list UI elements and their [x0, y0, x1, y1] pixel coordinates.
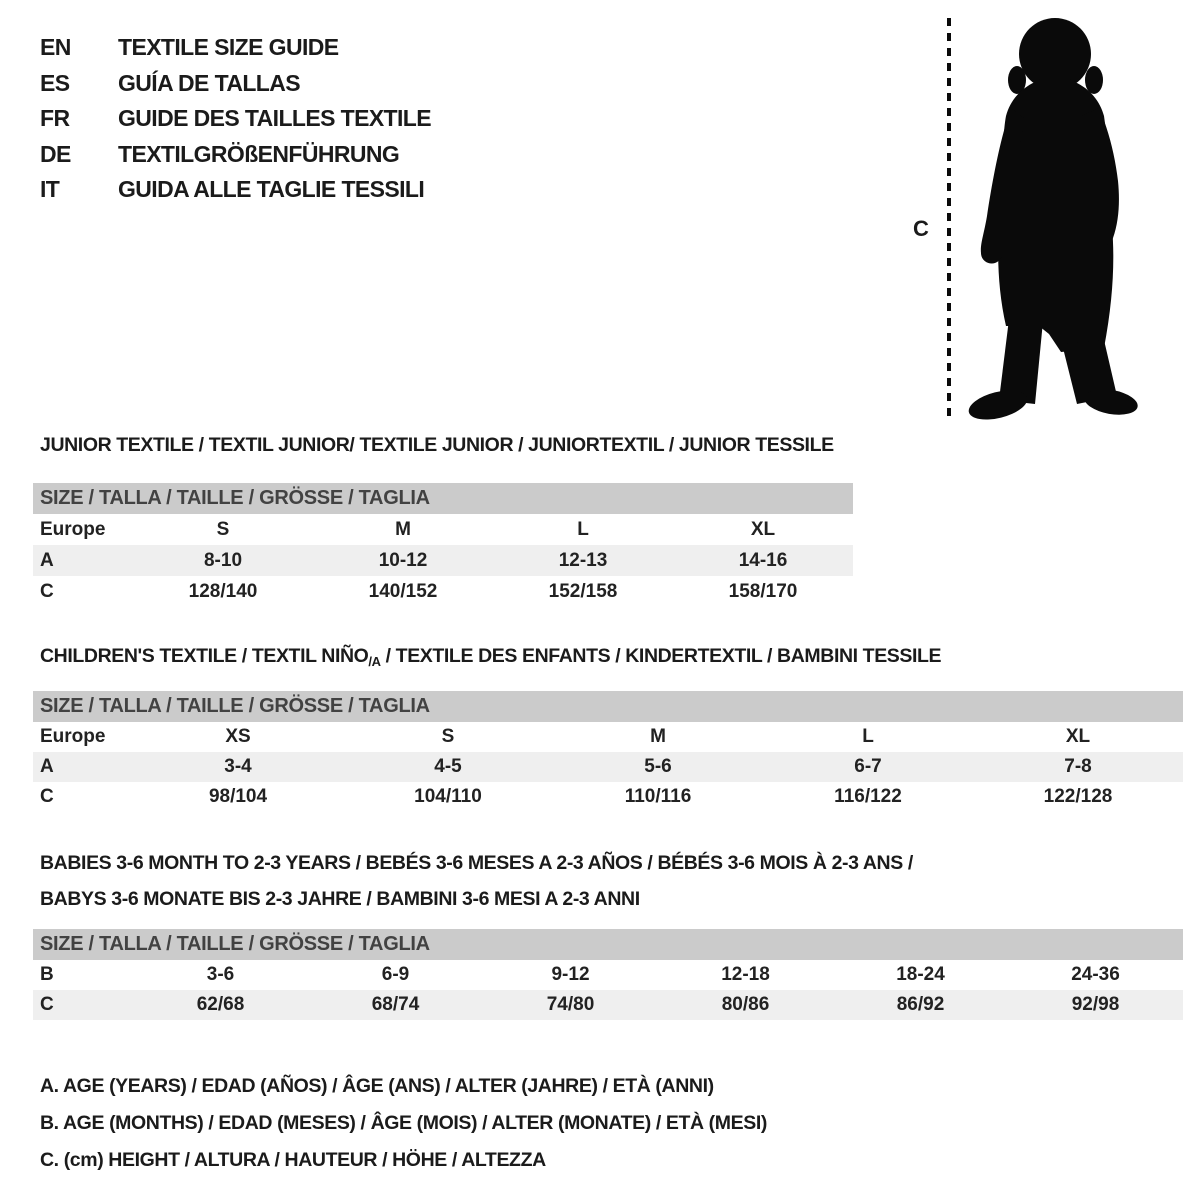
children-size-table [33, 722, 1183, 812]
size-cell: 80/86 [721, 994, 770, 1015]
table-row [33, 752, 1183, 782]
height-measure-line [945, 18, 953, 420]
size-cell: 4-5 [434, 756, 462, 777]
size-cell: XS [225, 726, 251, 747]
babies-size-table [33, 960, 1183, 1020]
size-cell: 98/104 [208, 786, 268, 807]
row-label: C [40, 580, 54, 602]
row-label: C [40, 786, 54, 807]
size-cell: S [216, 518, 230, 540]
size-cell: 7-8 [1064, 756, 1092, 777]
size-cell: XL [750, 518, 776, 540]
language-row [40, 30, 431, 66]
size-cell: XL [1065, 726, 1091, 747]
guide-title: TEXTILGRÖßENFÜHRUNG [118, 140, 400, 167]
row-label: B [40, 964, 54, 985]
size-cell: 158/170 [728, 580, 798, 602]
language-code: EN [40, 34, 71, 61]
size-cell: 5-6 [644, 756, 672, 777]
size-cell: S [441, 726, 455, 747]
language-code: DE [40, 140, 71, 167]
size-cell: 14-16 [738, 549, 788, 571]
size-cell: 6-9 [381, 964, 410, 985]
children-heading-post: / TEXTILE DES ENFANTS / KINDERTEXTIL / BAMBINI TESSILE [380, 645, 942, 667]
junior-size-table [33, 514, 853, 607]
size-cell: L [577, 518, 589, 540]
size-cell: 104/110 [414, 786, 482, 807]
size-cell: 12-13 [558, 549, 608, 571]
junior-section-heading: JUNIOR TEXTILE / TEXTIL JUNIOR/ TEXTILE JUNIOR / JUNIORTEXTIL / JUNIOR TESSILE [40, 434, 834, 456]
language-row [40, 66, 431, 102]
language-code: FR [40, 105, 70, 132]
size-cell: 10-12 [378, 549, 428, 571]
legend-line-a: A. AGE (YEARS) / EDAD (AÑOS) / ÂGE (ANS) / ALTER (JAHRE) / ETÀ (ANNI) [40, 1075, 714, 1097]
size-cell: 122/128 [1043, 786, 1113, 807]
row-label: Europe [40, 726, 106, 747]
size-cell: 110/116 [624, 786, 692, 807]
legend [40, 1068, 767, 1179]
table-row [33, 722, 1183, 752]
row-label: Europe [40, 518, 106, 540]
table-row [33, 782, 1183, 812]
legend-line-b: B. AGE (MONTHS) / EDAD (MESES) / ÂGE (MOIS) / ALTER (MONATE) / ETÀ (MESI) [40, 1112, 767, 1134]
row-label: C [40, 994, 54, 1015]
junior-size-header-bar: SIZE / TALLA / TAILLE / GRÖSSE / TAGLIA [33, 483, 853, 514]
language-title-list [40, 30, 431, 208]
size-cell: 62/68 [196, 994, 245, 1015]
row-label: A [40, 756, 54, 777]
size-cell: M [395, 518, 411, 540]
children-section-heading [40, 645, 941, 669]
height-measure-label: C [913, 216, 929, 241]
size-cell: 140/152 [368, 580, 438, 602]
table-row [33, 576, 853, 607]
size-cell: L [862, 726, 874, 747]
size-cell: 3-4 [224, 756, 252, 777]
size-cell: M [650, 726, 666, 747]
language-code: ES [40, 69, 70, 96]
size-cell: 3-6 [206, 964, 235, 985]
size-cell: 92/98 [1071, 994, 1120, 1015]
babies-section-heading-line2: BABYS 3-6 MONATE BIS 2-3 JAHRE / BAMBINI 3-6 MESI A 2-3 ANNI [40, 888, 640, 910]
toddler-silhouette-icon [965, 16, 1150, 421]
size-cell: 128/140 [188, 580, 258, 602]
children-heading-pre: CHILDREN'S TEXTILE / TEXTIL NIÑO [40, 645, 369, 667]
language-row [40, 172, 431, 208]
height-figure [905, 16, 1160, 428]
size-cell: 18-24 [896, 964, 945, 985]
size-cell: 8-10 [203, 549, 243, 571]
children-size-header-bar: SIZE / TALLA / TAILLE / GRÖSSE / TAGLIA [33, 691, 1183, 722]
size-cell: 74/80 [546, 994, 595, 1015]
guide-title: TEXTILE SIZE GUIDE [118, 34, 339, 61]
size-cell: 68/74 [371, 994, 420, 1015]
size-cell: 116/122 [834, 786, 902, 807]
table-row [33, 545, 853, 576]
language-row [40, 137, 431, 173]
size-cell: 152/158 [548, 580, 618, 602]
size-cell: 86/92 [896, 994, 945, 1015]
children-heading-sub: /A [368, 654, 381, 669]
babies-section-heading-line1: BABIES 3-6 MONTH TO 2-3 YEARS / BEBÉS 3-6 MESES A 2-3 AÑOS / BÉBÉS 3-6 MOIS À 2-3 ANS / [40, 852, 913, 874]
size-cell: 12-18 [721, 964, 770, 985]
guide-title: GUIDA ALLE TAGLIE TESSILI [118, 176, 425, 203]
legend-line-c: C. (cm) HEIGHT / ALTURA / HAUTEUR / HÖHE / ALTEZZA [40, 1149, 546, 1171]
table-row [33, 960, 1183, 990]
language-row [40, 101, 431, 137]
size-cell: 9-12 [551, 964, 590, 985]
guide-title: GUÍA DE TALLAS [118, 69, 300, 96]
guide-title: GUIDE DES TAILLES TEXTILE [118, 105, 431, 132]
table-row [33, 990, 1183, 1020]
babies-size-header-bar: SIZE / TALLA / TAILLE / GRÖSSE / TAGLIA [33, 929, 1183, 960]
language-code: IT [40, 176, 60, 203]
size-cell: 6-7 [854, 756, 882, 777]
table-row [33, 514, 853, 545]
row-label: A [40, 549, 54, 571]
size-cell: 24-36 [1071, 964, 1120, 985]
